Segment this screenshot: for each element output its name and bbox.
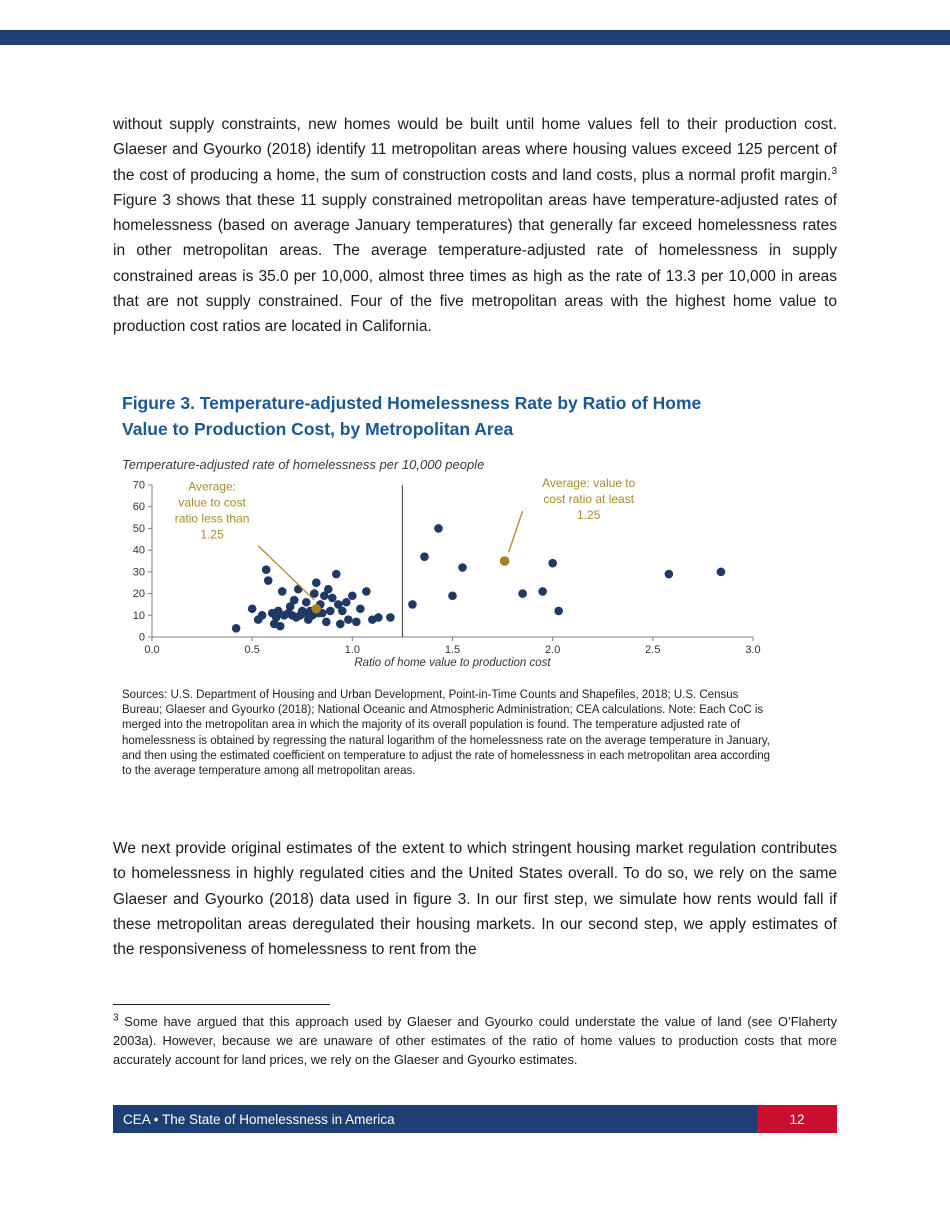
paragraph-2: We next provide original estimates of the extent to which stringent housing market regulation contributes to homelessness in highly regulated cities and the United States overall. To do so, we rely on the same Glaeser and Gyourko (2018) data used in figure 3. In our first step, we simulate how rents would fall if these metropolitan areas deregulated their housing markets. In our second step, we apply estimates of the responsiveness of homelessness to rent from the xyxy=(113,840,837,959)
svg-text:10: 10 xyxy=(132,609,145,622)
svg-text:50: 50 xyxy=(132,522,145,535)
svg-text:1.0: 1.0 xyxy=(344,644,360,656)
svg-text:Average: value to: Average: value to xyxy=(542,477,636,491)
svg-text:0: 0 xyxy=(138,631,145,644)
svg-text:60: 60 xyxy=(132,501,145,514)
figure-source-note xyxy=(122,688,777,779)
page-number: 12 xyxy=(757,1105,837,1133)
footnote-reference: 3 xyxy=(831,165,837,177)
figure-subtitle: Temperature-adjusted rate of homelessness per 10,000 people xyxy=(122,457,485,472)
top-accent-bar xyxy=(0,30,950,45)
page-footer xyxy=(113,1105,837,1133)
svg-text:ratio less than: ratio less than xyxy=(174,511,250,526)
svg-text:2.5: 2.5 xyxy=(645,644,661,656)
svg-text:1.25: 1.25 xyxy=(577,508,601,523)
svg-text:30: 30 xyxy=(132,566,145,579)
paragraph-1-text-cont: Figure 3 shows that these 11 supply constrained metropolitan areas have temperature-adjusted rates of homelessness (based on average January temperatures) that generally far exceed homelessness rates in other metropolitan areas. The average temperature-adjusted rate of homelessness in supply constrained areas is 35.0 per 10,000, almost three times as high as the rate of 13.3 per 10,000 in areas that are not supply constrained. Four of the five metropolitan areas with the highest home value to production cost ratios are located in California. xyxy=(113,191,837,336)
note-text: Note: Each CoC is merged into the metropolitan area in which the majority of its overall population is found. The temperature adjusted rate of homelessness is obtained by regressing the natural logarithm of the homelessness rate on the average temperature in January, and then using the estimated coefficient on temperature to adjust the rate of homelessness in each metropolitan area according to the average temperature among all metropolitan areas. xyxy=(122,704,771,778)
svg-text:Average:: Average: xyxy=(188,479,237,494)
svg-text:20: 20 xyxy=(132,588,145,601)
svg-text:1.25: 1.25 xyxy=(200,527,224,542)
svg-text:0.5: 0.5 xyxy=(244,644,260,656)
svg-text:70: 70 xyxy=(132,479,145,492)
scatter-chart xyxy=(118,477,763,669)
svg-text:3.0: 3.0 xyxy=(745,644,761,656)
footer-title: CEA • The State of Homelessness in America xyxy=(123,1111,395,1127)
figure-title: Figure 3. Temperature-adjusted Homelessness Rate by Ratio of Home Value to Production Cost, by Metropolitan Area xyxy=(122,393,702,439)
sources-text: Sources: U.S. Department of Housing and Urban Development, Point-in-Time Counts and Shapefiles, 2018; U.S. Census Bureau; Glaeser and Gyourko (2018); National Oceanic and Atmospheric Administration; CEA calculations. xyxy=(122,689,739,717)
svg-text:Ratio of home value to product: Ratio of home value to production cost xyxy=(354,657,551,669)
svg-text:0.0: 0.0 xyxy=(144,644,160,656)
paragraph-1 xyxy=(113,112,837,340)
svg-text:value to cost: value to cost xyxy=(178,495,246,510)
svg-text:1.5: 1.5 xyxy=(444,644,461,656)
footnote xyxy=(113,1012,837,1069)
footnote-marker: 3 xyxy=(113,1012,119,1024)
footnote-text: Some have argued that this approach used by Glaeser and Gyourko could understate the value of land (see O’Flaherty 2003a). However, because we are unaware of other estimates of the ratio of home values to production costs that more accurately account for land prices, we rely on the Glaeser and Gyourko estimates. xyxy=(113,1014,837,1067)
paragraph-1-text: without supply constraints, new homes would be built until home values fell to their production cost. Glaeser and Gyourko (2018) identify 11 metropolitan areas where housing values exceed 125 percent of the cost of producing a home, the sum of construction costs and land costs, plus a normal profit margin. xyxy=(113,116,837,184)
footnote-divider xyxy=(113,1004,330,1005)
svg-text:40: 40 xyxy=(132,544,145,557)
svg-text:2.0: 2.0 xyxy=(545,644,561,656)
svg-text:cost ratio at least: cost ratio at least xyxy=(543,492,635,507)
